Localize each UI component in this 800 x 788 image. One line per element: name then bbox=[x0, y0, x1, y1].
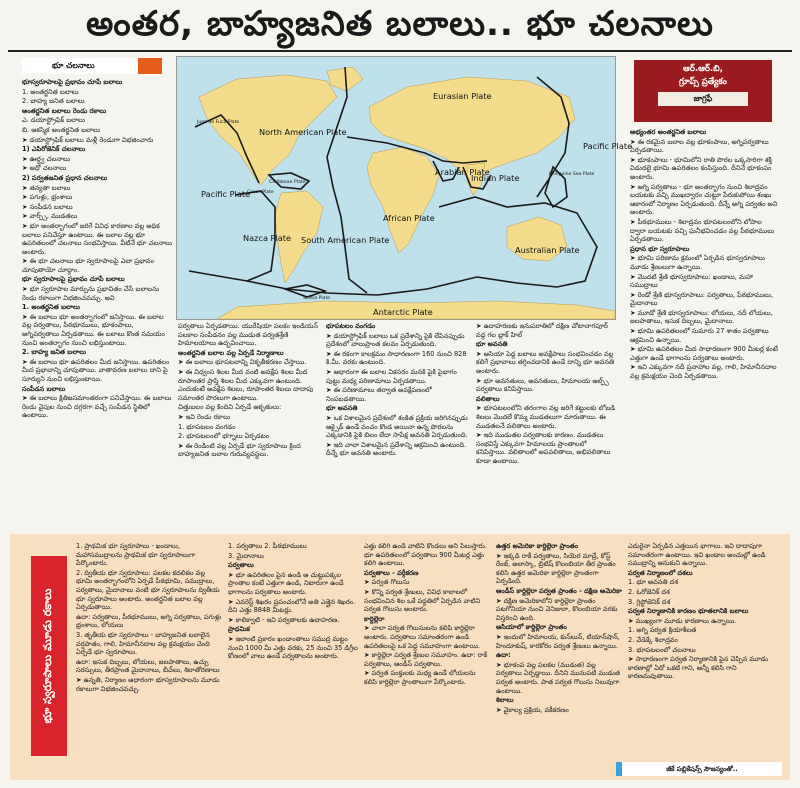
paragraph: 3. మైదానాలు bbox=[228, 551, 264, 560]
paragraph: ➤ ఇవి ఎక్కువగా నదీ ప్రవాహాల వల్ల, గాలి, హిమానీనదాల వల్ల క్రమక్షయం చెంది ఏర్పడతాయి. bbox=[630, 363, 777, 381]
paragraph: ➤ పీఠభూములు - శిలాద్రవం భూపటలంలోని లోపాల ద్వారా బయటకు వచ్చి ఘనీభవించడం వల్ల పీఠభూములు ఏర్పడతాయి. bbox=[630, 217, 775, 244]
map-svg bbox=[177, 57, 633, 319]
section-heading: ప్రాధమిక bbox=[228, 625, 250, 634]
paragraph: ➤ ఈ రెండింటి వల్ల ఏర్పడే భూ స్వరూపాలు క్రింద బాహ్యజనిత బలాల గురువ్యవస్థలు. bbox=[178, 441, 301, 459]
section-heading: 2. బాహ్య జనిత బలాలు bbox=[22, 348, 87, 357]
badge-line-1: ఆర్.ఆర్.బి, bbox=[683, 64, 723, 74]
middle-column-1 bbox=[178, 322, 320, 530]
section-heading: ఆసియాలో కార్డిల్లెరా ప్రాంతం bbox=[496, 623, 567, 632]
paragraph: ➤ ఆధారంగా ఈ బలాల వికసరం మనకి పైకి పైభాగం పుట్టు మధ్య పరిణామాలు ఏర్పడతాయి. bbox=[326, 367, 457, 385]
exam-badge bbox=[634, 60, 772, 122]
paragraph: ➤ ఊర్ధ్వ చలనాలు bbox=[22, 154, 71, 163]
paragraph: 2. వేడెక్కే శిలాద్రవం bbox=[628, 635, 678, 644]
paragraph: ➤ డయాస్ట్రోఫిక్ బలాలు ఒక ప్రదేశాన్ని పైకి లేపినప్పుడు ప్రదేశంలో వాలుప్రాంత కలవం ఏర్పడుతుంది. bbox=[326, 331, 465, 349]
paragraph: ➤ ఈ రకమైన బలాల వల్ల భూకంపాలు, అగ్నిపర్వతాలు ఏర్పడతాయి. bbox=[630, 137, 769, 155]
credit-line: జీకే పబ్లికేషన్స్ సౌజన్యంతో.. bbox=[616, 762, 782, 776]
section-heading: ఉదా: bbox=[496, 651, 511, 660]
bottom-column-4 bbox=[496, 542, 622, 774]
section-heading: అంతర్జనిత బలాలు రెండు రకాలు bbox=[22, 106, 107, 115]
section-heading: 1) ఎపిరోజెనిక్ చలనాలు bbox=[22, 145, 86, 154]
paragraph: ➤ ఇది చాలా విశాలమైన ప్రదేశాన్ని ఆక్రమించి ఉంటుంది. దీన్నే భూ అవనతి అంటారు. bbox=[326, 440, 467, 458]
paragraph: ➤ వార్ప్స్, ముడతలు bbox=[22, 212, 78, 221]
paragraph: 1. ప్రాథమిక భూ స్వరూపాలు - ఖండాలు, మహాసముద్రాలను ప్రాథమిక భూ స్వరూపాలుగా పేర్కొంటారు. bbox=[76, 542, 196, 568]
section-heading: సంపీడన బలాలు bbox=[22, 384, 66, 393]
section-heading: ఉత్తర అమెరికా కార్డిల్లెరా ప్రాంతం bbox=[496, 542, 579, 550]
plate-label: Nazca Plate bbox=[243, 233, 292, 243]
plate-label: Arabian Plate bbox=[435, 167, 490, 177]
plate-label: Scotia Plate bbox=[303, 296, 331, 301]
paragraph: ➤ భూ అవనతులు, అవనతులు, హిమాలయ ఆల్ప్స్ పర్వతాలు కనిపిస్తాయి. bbox=[476, 376, 609, 394]
paragraph: ➤ ఇందులో హిమాలయ, కున్‌లున్, టియాన్‌షాన్, హిందూకుష్, కారకోరం పర్వత శ్రేణులు ఉన్నాయి. bbox=[496, 632, 620, 650]
paragraph: ➤ ఇవి రెండు రకాలు bbox=[178, 412, 231, 421]
section-heading: భూపటలం వంగడం bbox=[326, 322, 376, 330]
plate-label: Caribbean Plate bbox=[269, 180, 306, 185]
paragraph: ➤ ఇది ముడుతల పర్వతాలకు కారణం. ముడతలు సంభవిస్తే ఎక్కువగా హిమాలయ ప్రాంతాలలో కనిపిస్తాయి. వలితాలలో అపవలితాలు, అభివలితాలు కూడా ఉంటాయి. bbox=[476, 431, 611, 465]
paragraph: 1. అంతర్జనిత బలాలు bbox=[22, 87, 79, 96]
section-heading: పర్వత నిర్మాణంలో దశలు bbox=[628, 568, 693, 577]
right-column bbox=[630, 128, 778, 530]
paragraph: ➤ సాధారణంగా పర్వత నిర్మాణానికి పైన చెప్పిన మూడు కారణాల్లో ఏదో ఒకటి గాని, అన్నీ కలిసి గాని కారణమవుతాయి. bbox=[628, 655, 768, 681]
plate-label: North American Plate bbox=[259, 127, 347, 137]
right-edge-bullets bbox=[782, 56, 800, 776]
section-heading: భూ స్వరూపాలపై ప్రభావం చూపే బలాలు bbox=[22, 275, 125, 284]
paragraph: ➤ కొన్ని పర్వత శ్రేణులు, వివిధ కాలాలలో సంభవించిన శిల ఒకే పద్దతిలో ఏర్పడిన వాటిని పర్వత గొలుసు అంటారు. bbox=[364, 587, 481, 614]
paragraph: ➤ ఈ బలాలు భూపటలాన్ని వికృతీకరణం చేస్తాయి. bbox=[178, 358, 307, 367]
plate-label: South American Plate bbox=[301, 235, 390, 245]
paragraph: ➤ భూమి ఉపరితలంలో సుమారు 27 శాతం పర్వతాలు ఆక్రమించి ఉన్నాయి. bbox=[630, 327, 769, 344]
paragraph: ➤ మూడో శ్రేణి భూస్వరూపాలు: లోయలు, నదీ లోయలు, జలపాతాలు, ఇసుక దిబ్బలు, మైదానాలు. bbox=[630, 308, 773, 326]
section-tag-label: భూ చలనాలు bbox=[22, 58, 138, 74]
paragraph: ➤ కార్డిల్లెరా పర్వత శ్రేణుల సమూహం. ఉదా: రాకీ పర్వతాలు, ఆండీస్ పర్వతాలు. bbox=[364, 651, 488, 668]
paragraph: ➤ భూకంపాలు - భూమిలోని రాతి పొరల ఒక్కసారిగా శక్తి విడుదలై భూమి ఉపరితలం కంపిస్తుంది. దీనినే భూకంపం అంటారు. bbox=[630, 155, 772, 181]
paragraph: ➤ చాలా పర్వత గొలుసులను కలిపి కార్డిల్లెరా అంటారు. పర్వతాలు సమాంతరంగా ఉండి ఉపరితలంపై ఒక పెద్ద సమూహంగా ఉంటాయి. bbox=[364, 624, 481, 650]
paragraph: ➤ భూమి ఉపరితలం మీద సాధారణంగా 900 మీటర్ల కంటే ఎత్తుగా ఉండే భాగాలను పర్వతాలు అంటారు. bbox=[630, 345, 778, 362]
paragraph: ➤ మొదటి శ్రేణి భూస్వరూపాలు: ఖండాలు, మహా సముద్రాలు bbox=[630, 272, 753, 290]
paragraph: ➤ భూపటలంలోని తరంగాల వల్ల జరిగే కట్టులకు లోబడి శిలలు మొదలే కొమ్మ ముడతలుగా మారుతాయి. ఈ ముడతలనే వలితాలు అంటారు. bbox=[476, 404, 616, 430]
section-heading: పర్వతాలు - వర్గీకరణ bbox=[364, 568, 419, 577]
paragraph: 1. భూ అవనతి దశ bbox=[628, 578, 678, 587]
paragraph: ➤ ఇలాంటి ప్రకారం ఖండాంతాలు సముద్ర మట్టం నుంచి 1000 మీ ఎత్తు వరకు, 25 నుంచి 35 డిగ్రీల కోణంలో వాలు ఉండే పర్వతాలను అంటారు. bbox=[228, 634, 358, 661]
plate-label: Cocos Plate bbox=[247, 190, 274, 195]
paragraph: పర్వతాలు ఏర్పడతాయి. యురేషియా పలకం ఇండియన్ పలకాల సంపీడనం వల్ల ముడుత పర్వతశ్రేణి హిమాలయాలు ఉద్భవించాయి. bbox=[178, 322, 318, 348]
paragraph: 1. భూపటలం వంగడం bbox=[178, 422, 236, 431]
paragraph: ఎ. డయాస్ట్రోఫిక్ బలాలు bbox=[22, 116, 86, 125]
plate-label: Philippine Sea Plate bbox=[549, 172, 595, 177]
vertical-banner bbox=[31, 556, 67, 756]
paragraph: చిత్తుబలం వల్ల కిందివి ఏర్పడే ఆకృతులు: bbox=[178, 403, 282, 412]
section-heading: భూ అవనతి bbox=[476, 340, 508, 349]
plate-label: Eurasian Plate bbox=[433, 91, 492, 101]
section-heading: ప్రధాన భూ స్వరూపాలు bbox=[630, 244, 690, 253]
plate-label: Juan de Fuca Plate bbox=[197, 120, 240, 125]
paragraph: ➤ ఈ పరిణామాలు తర్వాత అవక్షేపణంలో నింపబడతాయి. bbox=[326, 386, 432, 403]
plate-label: Pacific Plate bbox=[583, 141, 633, 151]
paragraph: ➤ సంపీడన బలాలు bbox=[22, 202, 73, 211]
paragraph: ➤ ముఖ్యంగా మూడు కారణాలు ఉన్నాయి. bbox=[628, 616, 737, 625]
section-heading: భూస్వరూపాలపై ప్రభావం చూపే బలాలు bbox=[22, 78, 123, 86]
plate-label: Indian Plate bbox=[471, 173, 520, 183]
paragraph: ➤ భూమి పరిణామ క్రమంలో ఏర్పడిన భూస్వరూపాలు మూడు శ్రేణులుగా ఉన్నాయి. bbox=[630, 254, 765, 271]
badge-subject: జాగ్రఫీ bbox=[658, 92, 748, 106]
section-heading: వలితాలు bbox=[476, 394, 500, 403]
section-heading: అభ్యంతర అంతర్జనిత బలాలు bbox=[630, 128, 707, 136]
paragraph: 3. గ్లిప్టోజెనిక్ దశ bbox=[628, 597, 671, 606]
bottom-column-3 bbox=[364, 542, 490, 774]
page-title: అంతర, బాహ్యజనిత బలాలు.. భూ చలనాలు bbox=[86, 4, 714, 44]
paragraph: ➤ ఈ బలాలు క్షితిజసమాంతరంగా పనిచేస్తాయి. ఈ బలాలు రెండు వైపుల నుంచి దగ్గరగా వచ్చే సంపీడన స్థితిలో ఉంటాయి. bbox=[22, 394, 172, 420]
paragraph: 3. భూపటలంలో చలనాలు bbox=[628, 645, 696, 654]
left-column bbox=[22, 78, 172, 530]
paragraph: ➤ అగ్ని పర్వతాలు - భూ అంతర్భాగం నుంచి శిలాద్రవం బయటకు వచ్చి ముఖద్వారం చుట్టూ పేరుకుపోయి శంఖు ఆకారంలో నిర్మాణం ఏర్పడుతుంది. దీన్నే అగ్ని పర్వతం అని అంటారు. bbox=[630, 182, 778, 217]
paragraph: ఉదా: పర్వతాలు, పీఠభూములు, అగ్ని పర్వతాలు, పగుళ్లు భ్రంశాలు, లోయలు bbox=[76, 612, 222, 630]
bottom-column-1 bbox=[76, 542, 222, 774]
section-heading: 1. అంతర్జనిత బలాలు bbox=[22, 303, 80, 312]
section-heading: పర్వతాలు bbox=[228, 561, 254, 570]
section-heading: ఆండీస్ కార్డిల్లెరా పర్వత ప్రాంతం - దక్షిణ అమెరికా bbox=[496, 586, 622, 595]
paragraph: ➤ దక్షిణ అమెరికాలోని కార్డిల్లెరా ప్రాంతం పటగోనియా నుంచి వెనిజులా, కొలంబియా వరకు విస్తరించి ఉంది. bbox=[496, 596, 618, 622]
paragraph: ➤ ఇక్కడి రాకీ పర్వతాలు, సియెర మాడ్రే, కోస్ట్ రేంజ్, అలాస్కా, బ్రిటిష్ కొలంబియా తీర ప్రాంతం కలిసి ఉత్తర అమెరికా కార్డిల్లెరా ప్రాంతంగా ఏర్పడింది. bbox=[496, 551, 616, 586]
paragraph: ➤ ఈ రకంగా కాలక్రమం సాధారణంగా 160 నుంచి 828 కి.మీ. వరకు ఉంటుంది. bbox=[326, 349, 467, 367]
paragraph: ➤ డయాస్ట్రోఫిక్ బలాలు మళ్లీ రెండుగా విభజించారు bbox=[22, 135, 154, 144]
paragraph: 2. భూపటలంలో భగ్నాలు ఏర్పడటం bbox=[178, 432, 270, 441]
section-heading: భూ అవనతి bbox=[326, 404, 358, 413]
paragraph: ➤ పగుళ్లు, భ్రంశాలు bbox=[22, 193, 73, 202]
paragraph: 2. బాహ్య జనిత బలాలు bbox=[22, 97, 85, 106]
plate-label: Antarctic Plate bbox=[373, 307, 433, 317]
paragraph: ➤ ఒక విశాలమైన ప్రదేశంలో శంకిత ప్రక్రియ జరిగినప్పుడు ఆక్సైడ్ ఉండే వంచం కొండ అయినా ఉన్న పొరలను ఎక్కడానికి పైకి బిలం లేదా సాపేక్ష అవనతి ఏర్పడుతుంది. bbox=[326, 413, 468, 440]
paragraph: 1. పర్వతాలు 2. పీఠభూములు bbox=[228, 542, 307, 550]
section-heading: అంతర్జనిత బలాల వల్ల ఏర్పడే నిర్మాణాలు bbox=[178, 348, 284, 357]
vertical-banner-text: భూ స్వరూపాలు మూడు రకాలు bbox=[41, 588, 54, 724]
paragraph: ➤ ఉన్నతి, నిర్మాణం ఆధారంగా భూస్వరూపాలను మూడు రకాలుగా విభజించవచ్చు. bbox=[76, 675, 220, 693]
section-heading: కార్డిల్లెరా bbox=[364, 614, 385, 623]
section-tag bbox=[22, 58, 162, 74]
paragraph: ➤ ఎవరెస్ట్ శిఖరం ప్రపంచంలోనే అతి ఎత్తైన శిఖరం. దీని ఎత్తు 8848 మీటర్లు. bbox=[228, 597, 356, 615]
paragraph: ➤ ఉదాహరణకు ఇనుపరాతిలో దక్షిణ చోటానాగపూర్ వద్ద గల బ్లాక్ హిల్ bbox=[476, 322, 608, 339]
section-heading: పర్వత నిర్మాణానికి కారణం భూతలానికి బలాలు bbox=[628, 607, 749, 616]
paragraph: ➤ భూ అంతర్భాగంలో జరిగే వివిధ కారణాల వల్ల అధిక బలాలు పనిచేస్తూ ఉంటాయి. ఈ బలాల వల్ల భూ ఉపరితలంలో చలనాలు సంభవిస్తాయి. వీటినే భూ చలనాలు అంటారు. bbox=[22, 221, 172, 256]
paragraph: ➤ ఈ బలాలు భూ అంతర్భాగంలో జనిస్తాయి. ఈ బలాల వల్ల పర్వతాలు, పీఠభూములు, భూకంపాలు, అగ్నిపర్వతాలు ఏర్పడతాయి. ఈ బలాలు కొంత సమయం నుంచి అంతర్భాగం నుంచి లభిస్తుంటాయి. bbox=[22, 312, 165, 347]
paragraph: ➤ తన్యతా బలాలు bbox=[22, 183, 71, 192]
paragraph: ➤ ఈ భూ చలనాలు భూ స్వరూపాలపై ఎలా ప్రభావం చూపుతాయో చూద్దాం. bbox=[22, 257, 154, 274]
paragraph: 2. ద్వితీయ భూ స్వరూపాలు: పలకల కదలికల వల్ల భూమి అంతర్భాగంలోని ఏర్పడే పీఠభూమి, సముద్రాలు, పర్వతాలు, మైదానాలు వంటి భూ స్వరూపాలను ద్వితీయ భూ స్వరూపాలు అంటారు. అంతర్జనిత బలాల వల్ల ఏర్పడుతాయి. bbox=[76, 568, 220, 612]
paragraph: 1. అగ్ని పర్వత క్రియాశీలత bbox=[628, 626, 697, 635]
bottom-column-5 bbox=[628, 542, 778, 758]
paragraph: ఉదా: ఇసుక దిబ్బలు, లోయలు, జలపాతాలు, ఉచ్చు సరస్సులు, తీరప్రాంత మైదానాలు, బీచ్‌లు, శిలాతోరణాలు bbox=[76, 657, 220, 675]
paragraph: 3. తృతీయ భూ స్వరూపాలు - బాహ్యజనిత బలాలైన వర్షపాతం, గాలి, హిమానీనదాల వల్ల క్రమక్షయం చెంది ఏర్పడే భూ స్వరూపాలు. bbox=[76, 630, 210, 657]
paragraph: ➤ ఈ విధ్వంస శిలల మీద వంటి అవక్షేప శిలల మీద రూపాంతర ప్రాప్తి శిలల మీద ఎక్కువగా ఉంటుంది. ఎందుకంటే అవక్షేప శిలలు, రూపాంతర శిలలు దాదాపు సమాంతర పొరలుగా ఉంటాయి. bbox=[178, 367, 314, 402]
paragraph: ➤ అధో చలనాలు bbox=[22, 164, 67, 173]
plate-label: Australian Plate bbox=[515, 245, 580, 255]
plate-label: Pacific Plate bbox=[201, 189, 251, 199]
bottom-column-2 bbox=[228, 542, 358, 774]
title-divider bbox=[8, 50, 792, 52]
paragraph: ➤ ఈ బలాలు భూ ఉపరితలం మీద జనిస్తాయి. ఉపరితలం మీద ప్రభావాన్ని చూపుతాయి. వాతావరణ బలాలు దాని పై సూర్యుని నుంచి లభిస్తుంటాయి. bbox=[22, 357, 170, 383]
paragraph: ➤ పర్వత గొలుసు bbox=[364, 578, 410, 587]
paragraph: ➤ కాలిక్వాటి - ఇవి పర్వతాలకు ఉదాహరణ. bbox=[228, 615, 340, 624]
paragraph: ➤ ఆసియా పెద్ద బలాలు అవక్షేపాలు సంభవించడం వల్ల కలిగే ప్రభావాలు తగ్గించడానికి ఉండే దాన్ని భూ అవనతి అంటారు. bbox=[476, 349, 615, 375]
paragraph: ➤ భూకంప వల్ల పలకల (ముడుత) వల్ల పర్వతాలు ఏర్పడ్డాయి. దీనిని మునుపటి ముడుత పర్వత అంటారు. పాత పర్వత గొలుసు నిలువుగా ఉంటాయి. bbox=[496, 660, 621, 695]
section-heading: 2) పర్వతజనిత ప్రధాన చలనాలు bbox=[22, 173, 108, 182]
paragraph: ➤ రెండో శ్రేణి భూస్వరూపాలు: పర్వతాలు, పీఠభూములు, మైదానాలు bbox=[630, 290, 774, 308]
paragraph: బి. ఆకస్మిక అంతర్జనిత బలాలు bbox=[22, 125, 101, 134]
paragraph: ➤ పర్వత పంక్తులకు మధ్య ఉండే లోయలను కలిపి కార్డిల్లెరా ప్రాంతాలుగా పేర్కొంటారు. bbox=[364, 669, 476, 686]
badge-line-2: గ్రూప్స్ ప్రత్యేకం bbox=[679, 77, 727, 87]
tectonic-plates-map bbox=[176, 56, 633, 320]
middle-column-3 bbox=[476, 322, 616, 530]
middle-column-2 bbox=[326, 322, 470, 530]
boundary-south-pacific bbox=[189, 271, 477, 295]
paragraph: ఎత్తు కలిగి ఉండి వాటిని కొండలు అని పిలుస్తారు. భూ ఉపరితలంలో పర్వతాలు 900 మీటర్ల ఎత్తు కలిగి ఉంటాయి. bbox=[364, 542, 487, 568]
paragraph: ➤ వైకాల్య ప్రక్రియ, వకీకరణం bbox=[496, 705, 569, 714]
plate-label: African Plate bbox=[383, 213, 435, 223]
paragraph: 2. ఓరోజెనిక్ దశ bbox=[628, 587, 670, 596]
paragraph: ➤ భూ స్వరూపాల మార్పును ప్రభావితం చేసే బలాలను రెండు రకాలుగా విభజించవచ్చు. అవి bbox=[22, 285, 159, 302]
paragraph: ➤ భూ ఉపరితలం పైన ఉండి ఆ చుట్టుపక్కల ప్రాంతాల కంటే ఎత్తుగా ఉండి, నిటారుగా ఉండే భాగాలను పర్వతాలు అంటారు. bbox=[228, 570, 344, 596]
section-heading: శిలాలు bbox=[496, 696, 514, 705]
paragraph: ఎదురైనా ఏర్పడిన ఎత్తయిన భాగాలు. ఇవి దాదాపుగా సమాంతరంగా ఉంటాయి. ఇవి ఖండాల అంచుల్లో ఉండి సముద్రాన్ని ఆనుకుని ఉన్నాయి. bbox=[628, 542, 766, 568]
